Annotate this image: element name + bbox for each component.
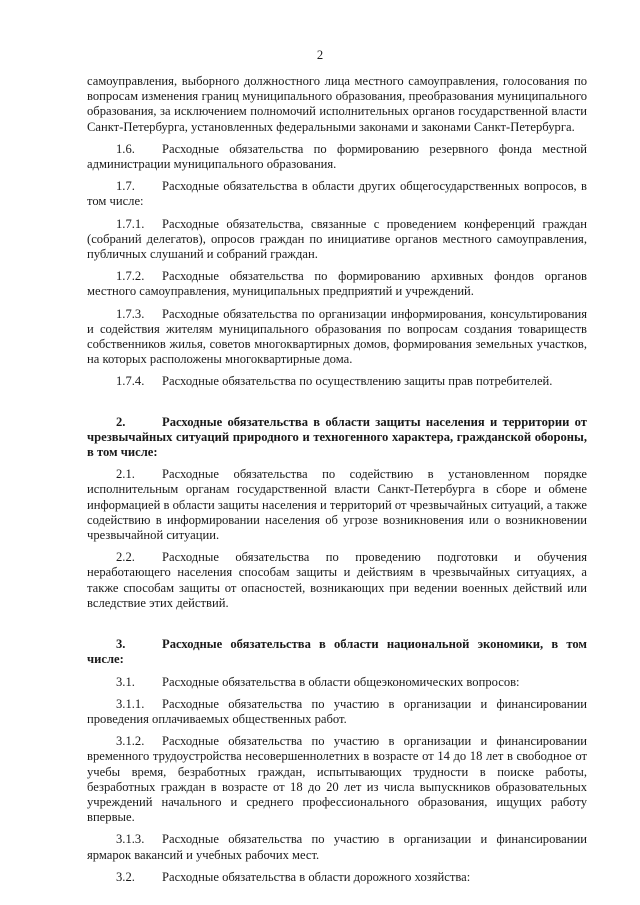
paragraph-number: 1.7.1. bbox=[116, 216, 145, 231]
paragraph-number: 1.6. bbox=[116, 141, 135, 156]
paragraph-1-7-3 bbox=[87, 307, 587, 368]
section-number: 3. bbox=[116, 637, 126, 652]
paragraph-continuation bbox=[87, 74, 587, 135]
paragraph-text: Расходные обязательства по участию в организации и финансировании временного трудоустройства несовершеннолетних в возрасте от 14 до 18 лет в свободное от учебы время, безработных граждан, испытывающих трудности в поиске работы, безработных граждан в возрасте от 18 до 20 лет из числа выпускников образовательных учреждений начального и среднего профессионального образования, ищущих работу впервые. bbox=[87, 734, 587, 825]
paragraph-number: 1.7.2. bbox=[116, 269, 145, 284]
paragraph-text: Расходные обязательства в области общеэкономических вопросов: bbox=[162, 674, 520, 689]
paragraph-text: Расходные обязательства по содействию в установленном порядке исполнительным органам государственной власти Санкт-Петербурга в сборе и обмене информацией в области защиты населения и территорий от чрезвычайных ситуаций, а также содействию в информировании населения об угрозе возникновения или о возникновении чрезвычайной ситуации. bbox=[87, 467, 587, 543]
paragraph-2-2 bbox=[87, 550, 587, 611]
document-body bbox=[87, 74, 587, 892]
paragraph-text: Расходные обязательства, связанные с проведением конференций граждан (собраний делегатов), опросов граждан по инициативе органов местного самоуправления, публичных слушаний и собраний граждан. bbox=[87, 216, 587, 262]
paragraph-1-7-2 bbox=[87, 269, 587, 299]
section-number: 2. bbox=[116, 414, 126, 429]
paragraph-text: Расходные обязательства по проведению подготовки и обучения неработающего населения способам защиты и действиям в чрезвычайных ситуациях, а также способам защиты от опасностей, возникающих при ведении военных действий или вследствие этих действий. bbox=[87, 550, 587, 610]
paragraph-3-1 bbox=[87, 675, 587, 690]
paragraph-number: 3.1.3. bbox=[116, 832, 145, 847]
paragraph-3-1-2 bbox=[87, 734, 587, 825]
paragraph-number: 2.2. bbox=[116, 550, 135, 565]
section-heading-text: Расходные обязательства в области национальной экономики, в том числе: bbox=[87, 637, 587, 667]
section-heading-3 bbox=[87, 637, 587, 667]
paragraph-1-6 bbox=[87, 142, 587, 172]
paragraph-text: Расходные обязательства в области дорожного хозяйства: bbox=[162, 869, 471, 884]
paragraph-number: 2.1. bbox=[116, 467, 135, 482]
paragraph-3-1-1 bbox=[87, 697, 587, 727]
paragraph-text: Расходные обязательства по формированию архивных фондов органов местного самоуправления, муниципальных предприятий и учреждений. bbox=[87, 269, 587, 299]
paragraph-text: Расходные обязательства по осуществлению защиты прав потребителей. bbox=[162, 374, 553, 389]
paragraph-1-7-1 bbox=[87, 217, 587, 263]
paragraph-text: Расходные обязательства по участию в организации и финансировании проведения оплачиваемых общественных работ. bbox=[87, 696, 587, 726]
section-heading-text: Расходные обязательства в области защиты населения и территории от чрезвычайных ситуаций природного и техногенного характера, гражданской обороны, в том числе: bbox=[87, 414, 587, 460]
section-heading-2 bbox=[87, 415, 587, 461]
paragraph-text: Расходные обязательства по участию в организации и финансировании ярмарок вакансий и учебных рабочих мест. bbox=[87, 832, 587, 862]
paragraph-1-7-4 bbox=[87, 374, 587, 389]
paragraph-text: Расходные обязательства в области других общегосударственных вопросов, в том числе: bbox=[87, 179, 587, 209]
paragraph-number: 3.1.2. bbox=[116, 734, 145, 749]
paragraph-2-1 bbox=[87, 467, 587, 543]
paragraph-number: 1.7.3. bbox=[116, 306, 145, 321]
paragraph-1-7 bbox=[87, 179, 587, 209]
paragraph-text: Расходные обязательства по организации информирования, консультирования и содействия жителям муниципального образования по вопросам создания товариществ собственников жилья, советов многоквартирных домов, формирования земельных участков, на которых расположены многоквартирные дома. bbox=[87, 306, 587, 367]
paragraph-number: 1.7.4. bbox=[116, 374, 145, 389]
page-number: 2 bbox=[316, 48, 324, 62]
paragraph-number: 1.7. bbox=[116, 179, 135, 194]
paragraph-text: Расходные обязательства по формированию резервного фонда местной администрации муниципального образования. bbox=[87, 141, 587, 172]
paragraph-text: самоуправления, выборного должностного лица местного самоуправления, голосования по вопросам изменения границ муниципального образования, преобразования муниципального образования, за исключением полномочий исполнительных органов государственной власти Санкт-Петербурга, установленных федеральными законами и законами Санкт-Петербурга. bbox=[87, 74, 587, 134]
paragraph-3-2 bbox=[87, 870, 587, 885]
paragraph-number: 3.1. bbox=[116, 674, 135, 689]
paragraph-3-1-3 bbox=[87, 832, 587, 862]
paragraph-number: 3.2. bbox=[116, 869, 135, 884]
paragraph-number: 3.1.1. bbox=[116, 696, 145, 711]
